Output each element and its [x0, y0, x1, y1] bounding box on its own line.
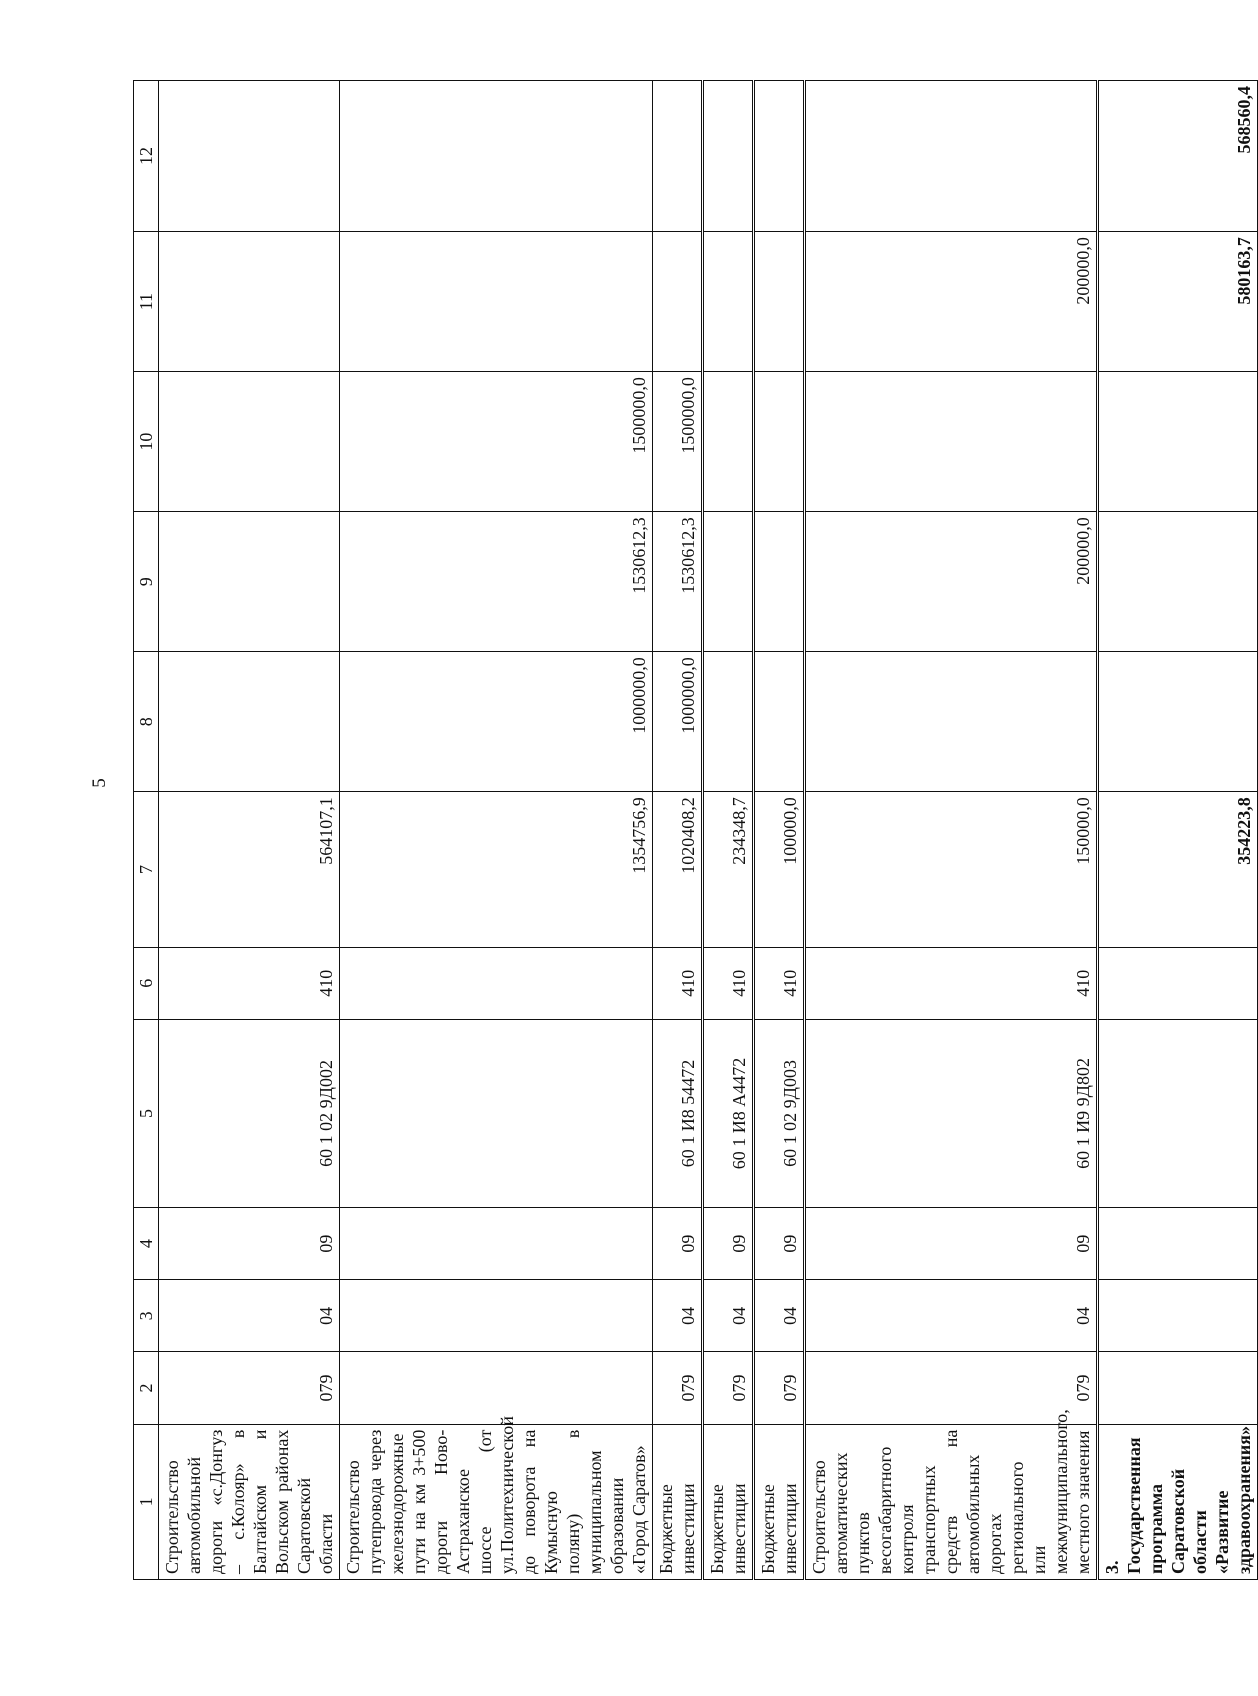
cell-c12: 568560,4: [1098, 81, 1258, 232]
cell-c9: [159, 512, 340, 652]
cell-c12: [754, 81, 805, 232]
cell-c2: 079: [703, 1352, 754, 1424]
cell-c8: [1098, 652, 1258, 792]
cell-c11: [653, 232, 703, 372]
header-cell: 6: [134, 947, 159, 1019]
cell-c3: [1098, 1280, 1258, 1352]
header-cell: 9: [134, 512, 159, 652]
header-cell: 5: [134, 1019, 159, 1207]
cell-c6: [340, 947, 653, 1019]
item-name-cell: Строительство автоматических пунктов весогабаритного контроля транспортных средств на автомобильных дорогах регионального или межмуниципального, местного значения: [805, 1424, 1098, 1579]
item-name-cell: Бюджетные инвестиции: [754, 1424, 805, 1579]
cell-c10: 1500000,0: [653, 372, 703, 512]
cell-c3: 04: [754, 1280, 805, 1352]
cell-c8: [703, 652, 754, 792]
cell-c8: [159, 652, 340, 792]
cell-c7: 234348,7: [703, 792, 754, 947]
cell-c4: 09: [754, 1208, 805, 1280]
header-cell: 12: [134, 81, 159, 232]
cell-c9: 1530612,3: [340, 512, 653, 652]
table-row: [1098, 81, 1258, 1580]
item-name-cell: Строительство автомобильной дороги «с.Донгуз – с.Колояр» в Балтайском и Вольском районах Саратовской области: [159, 1424, 340, 1579]
cell-c7: 1020408,2: [653, 792, 703, 947]
cell-c4: 09: [703, 1208, 754, 1280]
cell-c7: 150000,0: [805, 792, 1098, 947]
cell-c4: 09: [159, 1208, 340, 1280]
cell-c6: 410: [703, 947, 754, 1019]
cell-c3: [340, 1280, 653, 1352]
cell-c5: 60 1 02 9Д002: [159, 1019, 340, 1207]
cell-c3: 04: [653, 1280, 703, 1352]
header-row: [134, 81, 159, 1580]
cell-c3: 04: [703, 1280, 754, 1352]
cell-c11: [159, 232, 340, 372]
budget-table: [133, 80, 1258, 1580]
cell-c6: 410: [805, 947, 1098, 1019]
cell-c7: 354223,8: [1098, 792, 1258, 947]
cell-c12: [805, 81, 1098, 232]
cell-c2: 079: [805, 1352, 1098, 1424]
cell-c9: 1530612,3: [653, 512, 703, 652]
budget-table-rotated: [133, 80, 1254, 1580]
cell-c10: [754, 372, 805, 512]
cell-c12: [159, 81, 340, 232]
cell-c2: 079: [754, 1352, 805, 1424]
cell-c7: 564107,1: [159, 792, 340, 947]
cell-c10: [1098, 372, 1258, 512]
table-row: [340, 81, 653, 1580]
cell-c11: [340, 232, 653, 372]
cell-c4: [1098, 1208, 1258, 1280]
cell-c11: [703, 232, 754, 372]
header-cell: 1: [134, 1424, 159, 1579]
header-cell: 2: [134, 1352, 159, 1424]
cell-c4: [340, 1208, 653, 1280]
cell-c9: [1098, 512, 1258, 652]
table-row: [754, 81, 805, 1580]
cell-c5: 60 1 И8 А4472: [703, 1019, 754, 1207]
cell-c9: 200000,0: [805, 512, 1098, 652]
cell-c10: [805, 372, 1098, 512]
item-name-cell: Бюджетные инвестиции: [653, 1424, 703, 1579]
cell-c12: [340, 81, 653, 232]
cell-c11: 200000,0: [805, 232, 1098, 372]
cell-c2: [1098, 1352, 1258, 1424]
cell-c5: [1098, 1019, 1258, 1207]
cell-c5: 60 1 И8 54472: [653, 1019, 703, 1207]
table-row: [703, 81, 754, 1580]
page-number: 5: [89, 778, 110, 788]
program-title-cell: 3. Государственная программа Саратовской области «Развитие здравоохранения»: [1098, 1424, 1258, 1579]
table-row: [653, 81, 703, 1580]
cell-c4: 09: [653, 1208, 703, 1280]
cell-c4: 09: [805, 1208, 1098, 1280]
header-cell: 8: [134, 652, 159, 792]
cell-c8: 1000000,0: [340, 652, 653, 792]
item-name-cell: Бюджетные инвестиции: [703, 1424, 754, 1579]
cell-c7: 100000,0: [754, 792, 805, 947]
table-row: [805, 81, 1098, 1580]
cell-c3: 04: [805, 1280, 1098, 1352]
cell-c5: 60 1 02 9Д003: [754, 1019, 805, 1207]
cell-c11: 580163,7: [1098, 232, 1258, 372]
cell-c12: [703, 81, 754, 232]
cell-c5: 60 1 И9 9Д802: [805, 1019, 1098, 1207]
cell-c10: [159, 372, 340, 512]
cell-c8: 1000000,0: [653, 652, 703, 792]
table-row: [159, 81, 340, 1580]
header-cell: 4: [134, 1208, 159, 1280]
header-cell: 7: [134, 792, 159, 947]
cell-c8: [754, 652, 805, 792]
cell-c2: [340, 1352, 653, 1424]
cell-c7: 1354756,9: [340, 792, 653, 947]
header-cell: 3: [134, 1280, 159, 1352]
cell-c5: [340, 1019, 653, 1207]
cell-c8: [805, 652, 1098, 792]
cell-c6: 410: [653, 947, 703, 1019]
cell-c2: 079: [159, 1352, 340, 1424]
cell-c11: [754, 232, 805, 372]
cell-c3: 04: [159, 1280, 340, 1352]
header-cell: 10: [134, 372, 159, 512]
cell-c9: [703, 512, 754, 652]
cell-c2: 079: [653, 1352, 703, 1424]
header-cell: 11: [134, 232, 159, 372]
cell-c6: [1098, 947, 1258, 1019]
item-name-cell: Строительство путепровода через железнодорожные пути на км 3+500 дороги Ново-Астраханское шоссе (от ул.Политехнической до поворота на Кумысную поляну) в муниципальном образовании «Город Саратов»: [340, 1424, 653, 1579]
cell-c10: 1500000,0: [340, 372, 653, 512]
cell-c12: [653, 81, 703, 232]
cell-c10: [703, 372, 754, 512]
cell-c6: 410: [754, 947, 805, 1019]
cell-c6: 410: [159, 947, 340, 1019]
cell-c9: [754, 512, 805, 652]
